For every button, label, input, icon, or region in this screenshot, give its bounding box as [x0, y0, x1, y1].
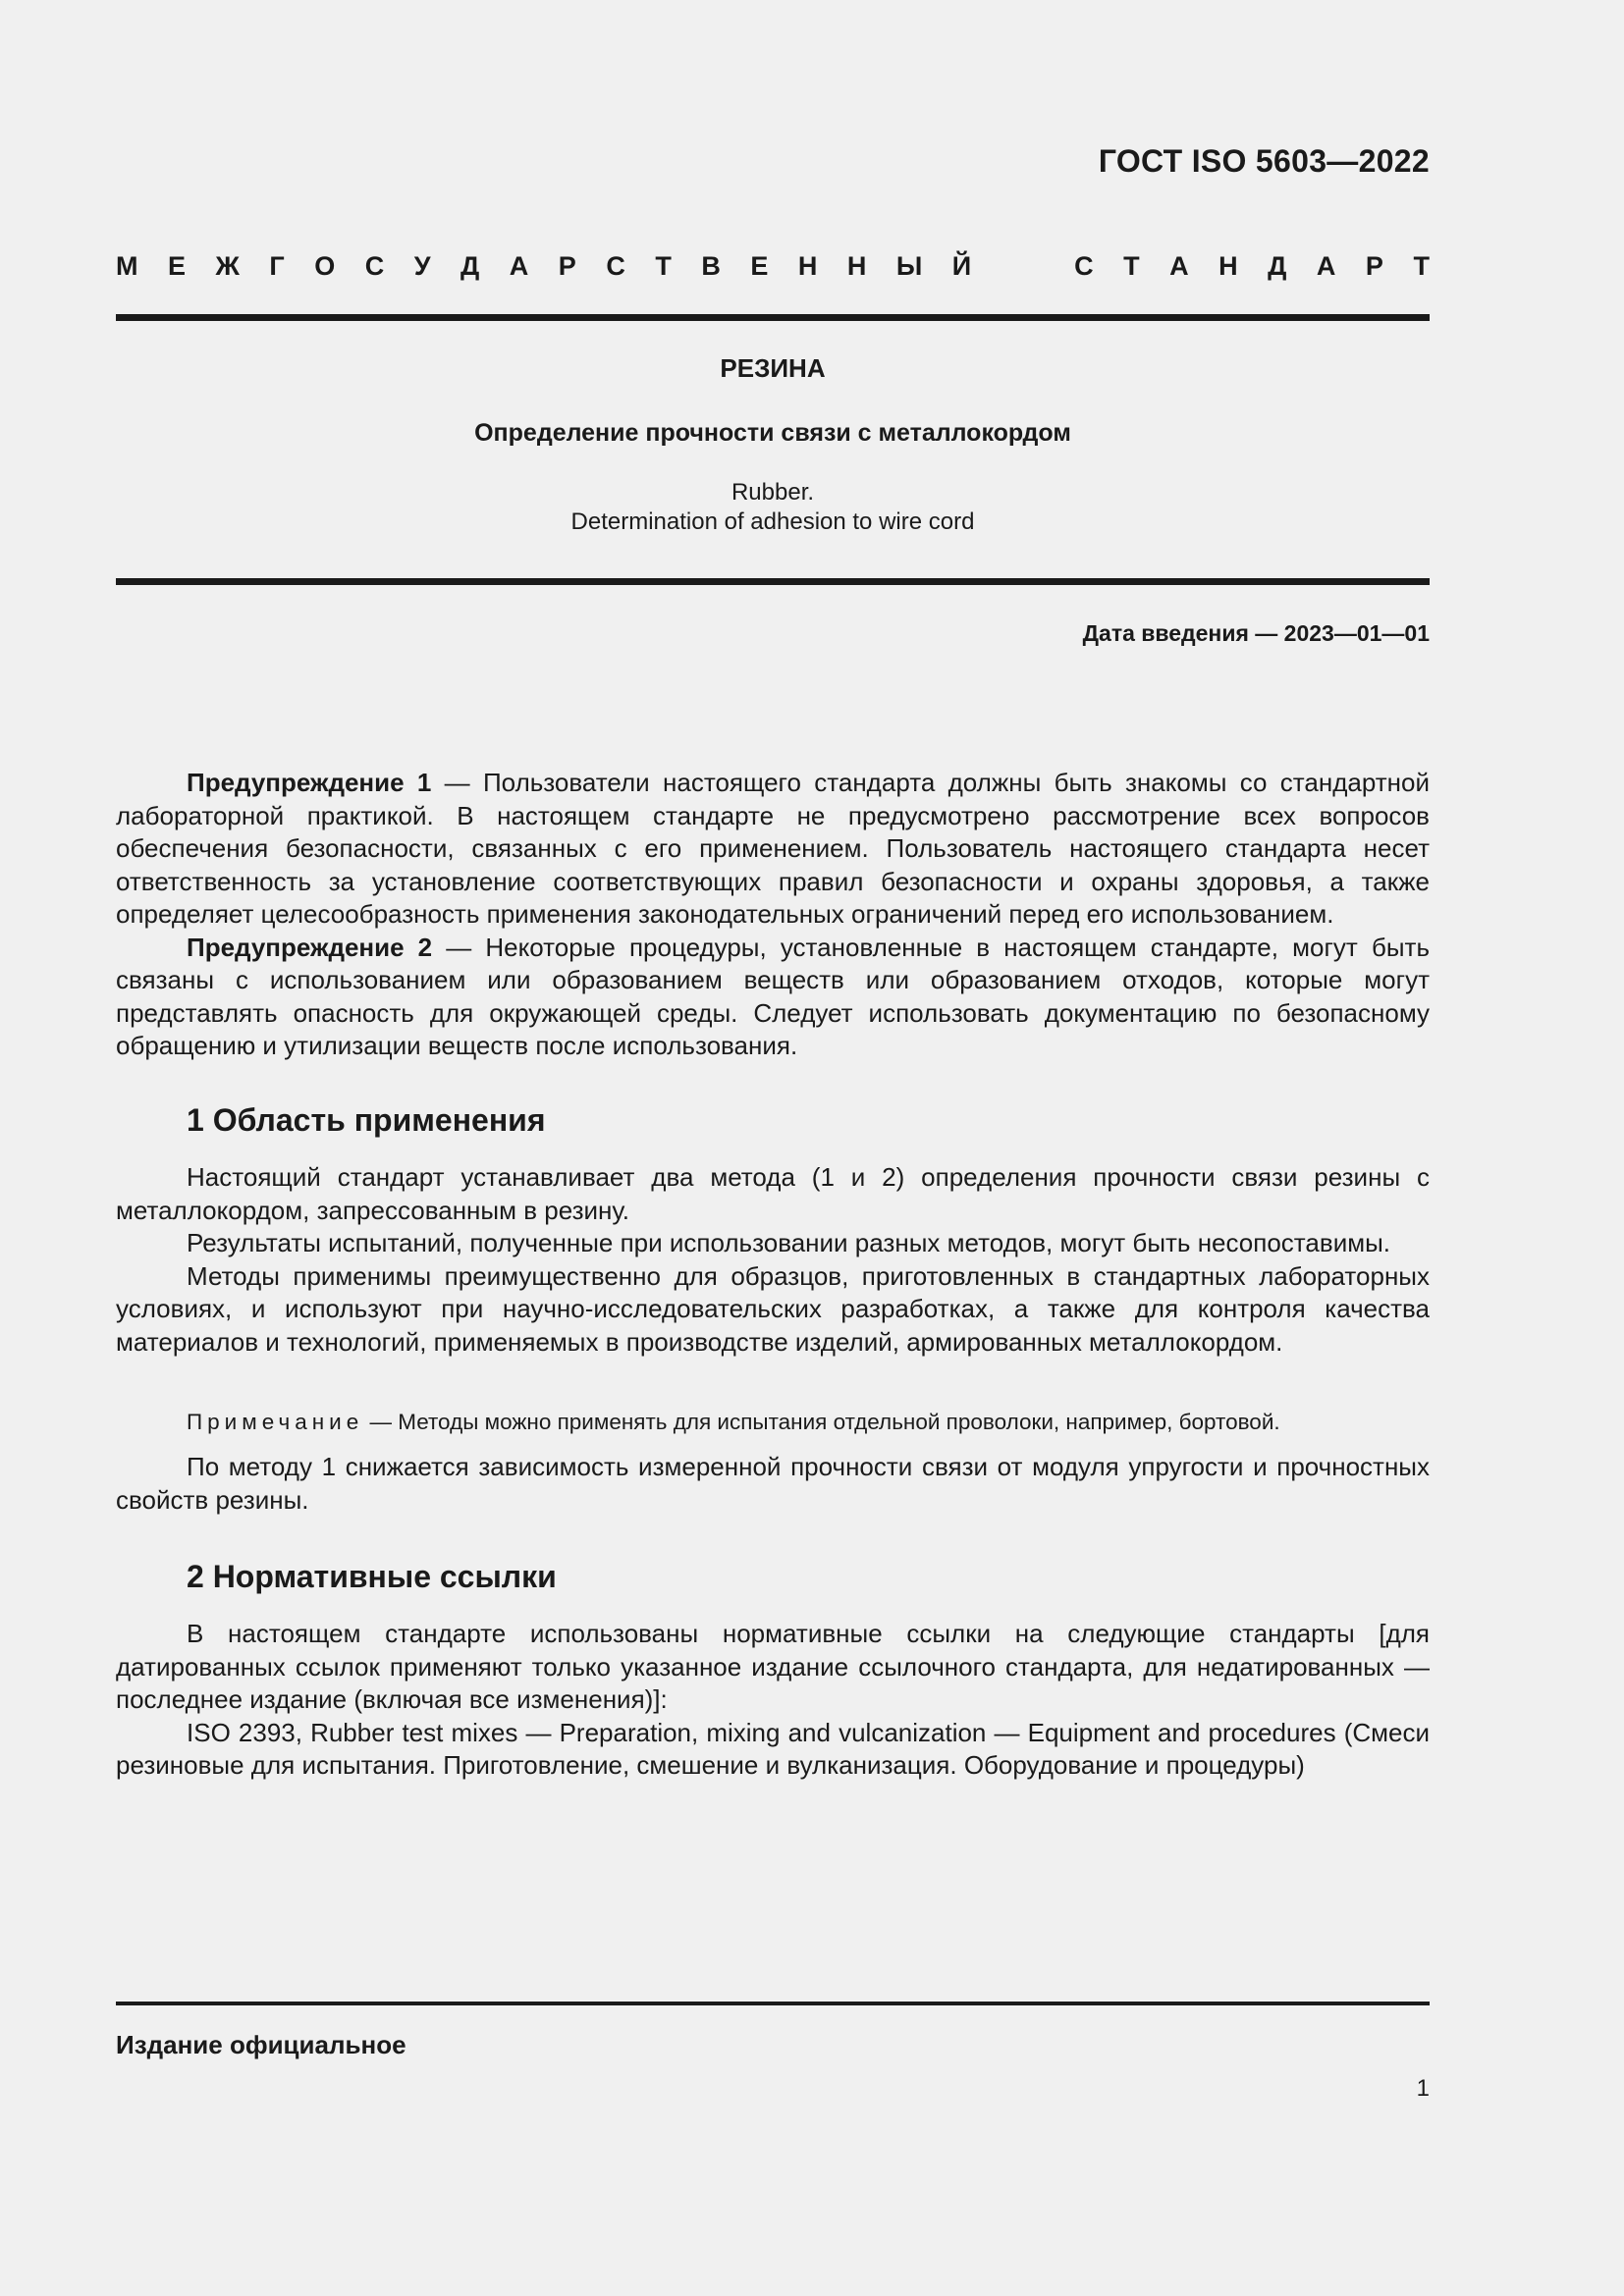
document-title: РЕЗИНА	[720, 353, 826, 383]
banner-letter: А	[1169, 251, 1189, 281]
section-paragraph: По методу 1 снижается зависимость измеренной прочности связи от модуля упругости и прочностных свойств резины.	[116, 1452, 1430, 1515]
title-divider	[116, 578, 1430, 585]
warning-text: — Некоторые процедуры, установленные в настоящем стандарте, могут быть связаны с использованием или образованием веществ или образованием отходов, которые могут представлять опасность для окружающей среды. Следует использовать документацию по безопасному обращению и утилизации веществ после использования.	[116, 932, 1430, 1060]
banner-letter: Е	[750, 251, 769, 281]
section-paragraph: Результаты испытаний, полученные при использовании разных методов, могут быть несопоставимы.	[187, 1228, 1390, 1257]
section-paragraph: Методы применимы преимущественно для образцов, приготовленных в стандартных лабораторных условиях, и используют при научно-исследовательских разработках, а также для контроля качества материалов и технологий, применяемых в производстве изделий, армированных металлокордом.	[116, 1260, 1430, 1357]
introduction-date: Дата введения — 2023—01—01	[1082, 620, 1430, 646]
banner-letter: Е	[168, 251, 187, 281]
warning-text: — Пользователи настоящего стандарта должны быть знакомы со стандартной лабораторной практикой. В настоящем стандарте не предусмотрено рассмотрение всех вопросов обеспечения безопасности, связанных с его применением. Пользователь настоящего стандарта несет ответственность за установление соответствующих правил безопасности и охраны здоровья, а также определяет целесообразность применения законодательных ограничений перед его использованием.	[116, 768, 1430, 929]
banner-letter: Г	[269, 251, 285, 281]
section-1-heading: 1 Область применения	[187, 1102, 546, 1138]
banner-letter: Ы	[895, 251, 923, 281]
document-code: ГОСТ ISO 5603—2022	[1098, 143, 1430, 179]
english-title-line1: Rubber.	[731, 479, 815, 506]
section-paragraph: В настоящем стандарте использованы нормативные ссылки на следующие стандарты [для датированных ссылок применяют только указанное издание ссылочного стандарта, для недатированных — последнее издание (включая все изменения)]:	[116, 1619, 1430, 1714]
banner-letter: Д	[460, 251, 480, 281]
page-number: 1	[1416, 2075, 1430, 2102]
section-1-body	[116, 1161, 1430, 1359]
warning-label: Предупреждение 2	[187, 932, 433, 962]
document-subtitle: Определение прочности связи с металлокордом	[474, 419, 1071, 447]
banner-letter: Р	[558, 251, 576, 281]
note-label: Примечание	[187, 1410, 364, 1434]
section-paragraph: ISO 2393, Rubber test mixes — Preparation, mixing and vulcanization — Equipment and procedures (Смеси резиновые для испытания. Приготовление, смешение и вулканизация. Оборудование и процедуры)	[116, 1717, 1430, 1780]
banner-letter: А	[1316, 251, 1336, 281]
section-2-heading: 2 Нормативные ссылки	[187, 1559, 557, 1594]
official-edition-label: Издание официальное	[116, 2030, 406, 2059]
header-divider	[116, 314, 1430, 321]
banner-letter: В	[701, 251, 721, 281]
banner-letter: О	[314, 251, 336, 281]
document-page	[116, 0, 1430, 2296]
warning-paragraph	[116, 932, 1430, 1063]
note-text: — Методы можно применять для испытания отдельной проволоки, например, бортовой.	[363, 1410, 1280, 1434]
english-title-line2: Determination of adhesion to wire cord	[570, 508, 975, 535]
warnings-block	[116, 767, 1430, 1063]
banner-letter: Т	[655, 251, 672, 281]
warning-label: Предупреждение 1	[187, 768, 432, 797]
banner-letter: С	[606, 251, 625, 281]
note	[187, 1408, 1430, 1437]
banner-letter: С	[1074, 251, 1094, 281]
section-paragraph: Настоящий стандарт устанавливает два метода (1 и 2) определения прочности связи резины с металлокордом, запрессованным в резину.	[116, 1162, 1430, 1225]
banner-letter: Н	[846, 251, 867, 281]
banner-letter: У	[413, 251, 431, 281]
section-1-after-note	[116, 1451, 1430, 1517]
banner-letter: Н	[1218, 251, 1238, 281]
banner-letter: Й	[951, 251, 972, 281]
banner-letter: Р	[1365, 251, 1383, 281]
banner-letter: Д	[1268, 251, 1287, 281]
section-2-body	[116, 1618, 1430, 1783]
banner-word-gap	[1001, 251, 1045, 282]
banner-letter: С	[364, 251, 385, 281]
banner-letter: Т	[1413, 251, 1430, 281]
warning-paragraph	[116, 767, 1430, 932]
banner-letter: Т	[1123, 251, 1140, 281]
banner-letter: Н	[797, 251, 818, 281]
banner-letter: Ж	[215, 251, 240, 281]
interstate-standard-banner	[116, 251, 1430, 282]
banner-letter: А	[509, 251, 529, 281]
banner-letter: М	[116, 251, 138, 281]
footer-divider	[116, 2002, 1430, 2005]
